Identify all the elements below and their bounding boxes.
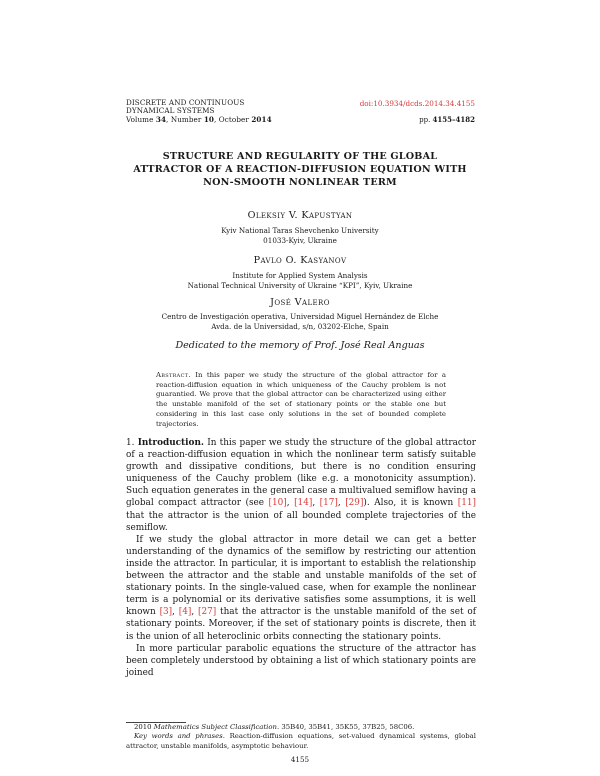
msc-classification: 2010 Mathematics Subject Classification. 35B40, 35B41, 35K55, 37B25, 58C06. — [134, 723, 415, 731]
dedication: Dedicated to the memory of Prof. José Real Anguas — [175, 340, 425, 351]
introduction-section — [126, 437, 476, 679]
journal-header — [126, 99, 272, 124]
author-affiliation: Centro de Investigación operativa, Universidad Miguel Hernández de Elche Avda. de la Universidad, s/n, 03202-Elche, Spain — [161, 312, 439, 331]
paper-title: STRUCTURE AND REGULARITY OF THE GLOBAL ATTRACTOR OF A REACTION-DIFFUSION EQUATION WITH NON-SMOOTH NONLINEAR TERM — [133, 151, 467, 188]
page-range: pp. 4155–4182 — [419, 115, 475, 124]
paragraph: 1. Introduction. In this paper we study the structure of the global attractor of a reaction-diffusion equation in which the nonlinear term satisfy suitable growth and dissipative conditions, but there is no condition ensuring uniqueness of the Cauchy problem (like e.g. a monotonicity assumption). Such equation generates in the general case a multivalued semiflow having a global compact attractor (see [10], [14], [17], [29]). Also, it is known [11] that the attractor is the union of all bounded complete trajectories of the semiflow. — [126, 438, 476, 533]
paragraph: In more particular parabolic equations the structure of the attractor has been completely understood by obtaining a list of which stationary points are joined — [126, 643, 476, 678]
citation-link[interactable]: [4] — [178, 607, 192, 618]
footnotes — [126, 723, 476, 751]
doi-link[interactable]: doi:10.3934/dcds.2014.34.4155 — [359, 99, 475, 108]
paragraph: If we study the global attractor in more detail we can get a better understanding of the dynamics of the semiflow by restricting our attention inside the attractor. In particular, it is important to establish the relationship between the attractor and the stable and unstable manifolds of the set of stationary points. In the single-valued case, when for example the nonlinear term is a polynomial or its derivative satisfies some assumptions, it is well known [3], [4], [27] that the attractor is the unstable manifold of the set of stationary points. Moreover, if the set of stationary points is discrete, then it is the union of all heteroclinic orbits connecting the stationary points. — [126, 534, 476, 642]
citation-link[interactable]: [3] — [159, 607, 173, 618]
journal-name-line1: DISCRETE AND CONTINUOUS — [126, 98, 245, 107]
journal-name-line2: DYNAMICAL SYSTEMS — [126, 106, 215, 116]
author-affiliation: Institute for Applied System Analysis National Technical University of Ukraine “KPI”, Kyiv, Ukraine — [187, 271, 413, 290]
keywords: Key words and phrases. Reaction-diffusion equations, set-valued dynamical systems, global attractor, unstable manifolds, asymptotic behaviour. — [126, 732, 476, 750]
author-name: Pavlo O. Kasyanov — [253, 255, 347, 266]
abstract-label: Abstract. — [156, 371, 191, 379]
citation-link[interactable]: [27] — [198, 607, 217, 618]
citation-link[interactable]: [17] — [319, 498, 338, 509]
citation-link[interactable]: [29] — [345, 498, 364, 509]
citation-link[interactable]: [10] — [268, 498, 287, 509]
section-number: 1. — [126, 438, 138, 448]
citation-link[interactable]: [14] — [294, 498, 313, 509]
page-number: 4155 — [290, 755, 310, 764]
abstract: Abstract. In this paper we study the structure of the global attractor for a reaction-diffusion equation in which uniqueness of the Cauchy problem is not guarantied. We prove that the global attractor can be characterized using either the unstable manifold of the set of stationary points or the stable one but considering in this last case only solutions in the set of bounded complete trajectories. — [156, 371, 446, 428]
author-name: José Valero — [270, 297, 330, 308]
citation-link[interactable]: [11] — [457, 498, 476, 509]
section-heading: Introduction. — [137, 438, 204, 448]
author-name: Oleksiy V. Kapustyan — [247, 210, 353, 221]
author-affiliation: Kyiv National Taras Shevchenko University 01033-Kyiv, Ukraine — [221, 226, 379, 245]
volume-info: Volume 34, Number 10, October 2014 — [126, 114, 272, 124]
